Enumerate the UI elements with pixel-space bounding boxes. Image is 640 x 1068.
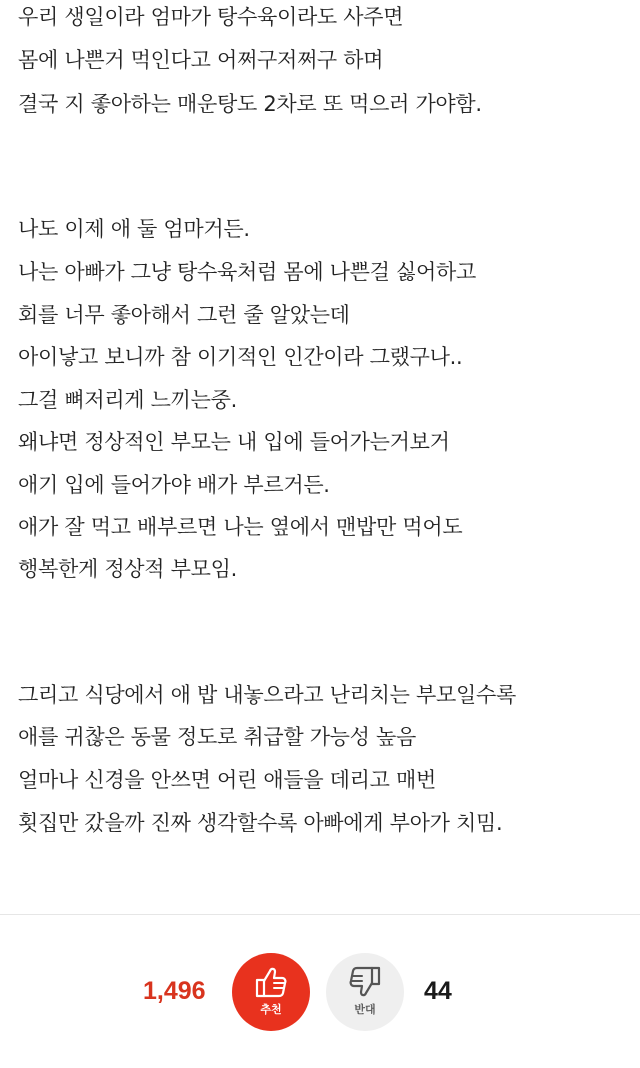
downvote-label: 반대 bbox=[354, 1003, 376, 1016]
section-divider bbox=[0, 914, 640, 915]
post-line: 나도 이제 애 둘 엄마거든. bbox=[18, 217, 250, 241]
post-line: 우리 생일이라 엄마가 탕수육이라도 사주면 bbox=[18, 5, 404, 29]
post-line: 애기 입에 들어가야 배가 부르거든. bbox=[18, 473, 330, 497]
post-line: 아이낳고 보니까 참 이기적인 인간이라 그랬구나.. bbox=[18, 345, 463, 369]
post-line: 왜냐면 정상적인 부모는 내 입에 들어가는거보거 bbox=[18, 430, 450, 454]
thumbs-down-icon bbox=[347, 963, 383, 1001]
post-line: 행복한게 정상적 부모임. bbox=[18, 557, 237, 581]
post-line: 애가 잘 먹고 배부르면 나는 옆에서 맨밥만 먹어도 bbox=[18, 515, 463, 539]
downvote-button[interactable] bbox=[326, 953, 404, 1031]
post-line: 그걸 뼈저리게 느끼는중. bbox=[18, 388, 237, 412]
upvote-button[interactable] bbox=[232, 953, 310, 1031]
upvote-count: 1,496 bbox=[143, 977, 206, 1005]
downvote-count: 44 bbox=[424, 977, 452, 1005]
post-line: 그리고 식당에서 애 밥 내놓으라고 난리치는 부모일수록 bbox=[18, 683, 516, 707]
upvote-label: 추천 bbox=[260, 1003, 282, 1016]
post-line: 횟집만 갔을까 진짜 생각할수록 아빠에게 부아가 치밈. bbox=[18, 811, 503, 835]
post-line: 얼마나 신경을 안쓰면 어린 애들을 데리고 매번 bbox=[18, 768, 436, 792]
post-line: 애를 귀찮은 동물 정도로 취급할 가능성 높음 bbox=[18, 725, 416, 749]
post-line: 회를 너무 좋아해서 그런 줄 알았는데 bbox=[18, 303, 350, 327]
vote-bar bbox=[0, 953, 640, 1035]
post-line: 나는 아빠가 그냥 탕수육처럼 몸에 나쁜걸 싫어하고 bbox=[18, 260, 476, 284]
post-line: 결국 지 좋아하는 매운탕도 2차로 또 먹으러 가야함. bbox=[18, 92, 482, 116]
thumbs-up-icon bbox=[253, 963, 289, 1001]
post-line: 몸에 나쁜거 먹인다고 어쩌구저쩌구 하며 bbox=[18, 48, 384, 72]
